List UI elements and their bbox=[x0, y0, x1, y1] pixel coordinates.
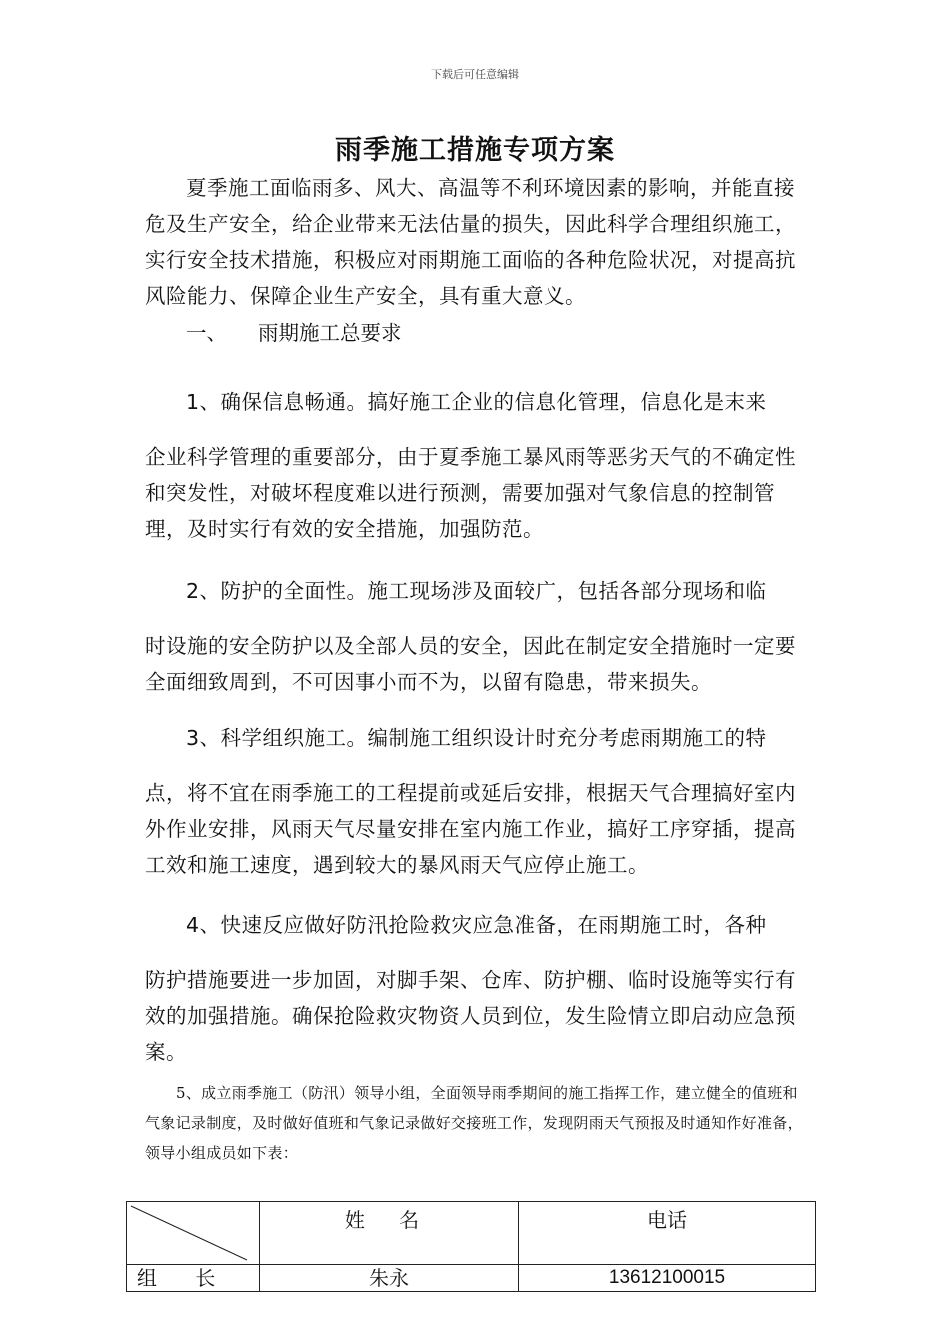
header-note: 下载后可任意编辑 bbox=[431, 68, 519, 81]
requirement-item-3 bbox=[145, 716, 805, 883]
phone-column-header: 电话 bbox=[519, 1202, 816, 1265]
requirement-item-4 bbox=[145, 903, 805, 1070]
name-cell: 朱永 bbox=[260, 1265, 519, 1292]
diagonal-header-cell bbox=[127, 1202, 260, 1265]
table-row bbox=[127, 1265, 816, 1292]
leadership-group-paragraph: 5、成立雨季施工（防汛）领导小组，全面领导雨季期间的施工指挥工作，建立健全的值班和气象记录制度，及时做好值班和气象记录做好交接班工作，发现阴雨天气预报及时通知作好准备，领导小组成员如下表： bbox=[145, 1084, 803, 1162]
name-column-header: 姓 名 bbox=[260, 1202, 519, 1265]
section-number: 一、 bbox=[186, 321, 227, 345]
requirement-item-1 bbox=[145, 380, 805, 547]
item-first-line: 4、快速反应做好防汛抢险救灾应急准备，在雨期施工时，各种 bbox=[186, 913, 767, 937]
page-title: 雨季施工措施专项方案 bbox=[335, 135, 615, 166]
item-first-line: 3、科学组织施工。编制施工组织设计时充分考虑雨期施工的特 bbox=[186, 726, 767, 750]
section-heading bbox=[186, 316, 402, 346]
leadership-table bbox=[126, 1201, 816, 1292]
item-body: 防护措施要进一步加固，对脚手架、仓库、防护棚、临时设施等实行有效的加强措施。确保抢险救灾物资人员到位，发生险情立即启动应急预案。 bbox=[145, 968, 796, 1064]
requirement-item-2 bbox=[145, 569, 805, 700]
diagonal-line bbox=[127, 1202, 249, 1262]
table-header-row bbox=[127, 1202, 816, 1265]
item-body: 时设施的安全防护以及全部人员的安全，因此在制定安全措施时一定要全面细致周到，不可因事小而不为，以留有隐患，带来损失。 bbox=[145, 634, 796, 694]
item-first-line: 2、防护的全面性。施工现场涉及面较广，包括各部分现场和临 bbox=[186, 579, 767, 603]
item-body: 企业科学管理的重要部分，由于夏季施工暴风雨等恶劣天气的不确定性和突发性，对破坏程度难以进行预测，需要加强对气象信息的控制管理，及时实行有效的安全措施，加强防范。 bbox=[145, 445, 796, 541]
intro-paragraph: 夏季施工面临雨多、风大、高温等不利环境因素的影响，并能直接危及生产安全，给企业带来无法估量的损失，因此科学合理组织施工，实行安全技术措施，积极应对雨期施工面临的各种危险状况，对提高抗风险能力、保障企业生产安全，具有重大意义。 bbox=[145, 176, 796, 308]
item-first-line: 1、确保信息畅通。搞好施工企业的信息化管理，信息化是末来 bbox=[186, 390, 767, 414]
section-title: 雨期施工总要求 bbox=[258, 321, 402, 345]
item-body: 点，将不宜在雨季施工的工程提前或延后安排，根据天气合理搞好室内外作业安排，风雨天气尽量安排在室内施工作业，搞好工序穿插，提高工效和施工速度，遇到较大的暴风雨天气应停止施工。 bbox=[145, 781, 796, 877]
phone-cell: 13612100015 bbox=[519, 1265, 816, 1292]
role-cell: 组 长 bbox=[127, 1265, 260, 1292]
